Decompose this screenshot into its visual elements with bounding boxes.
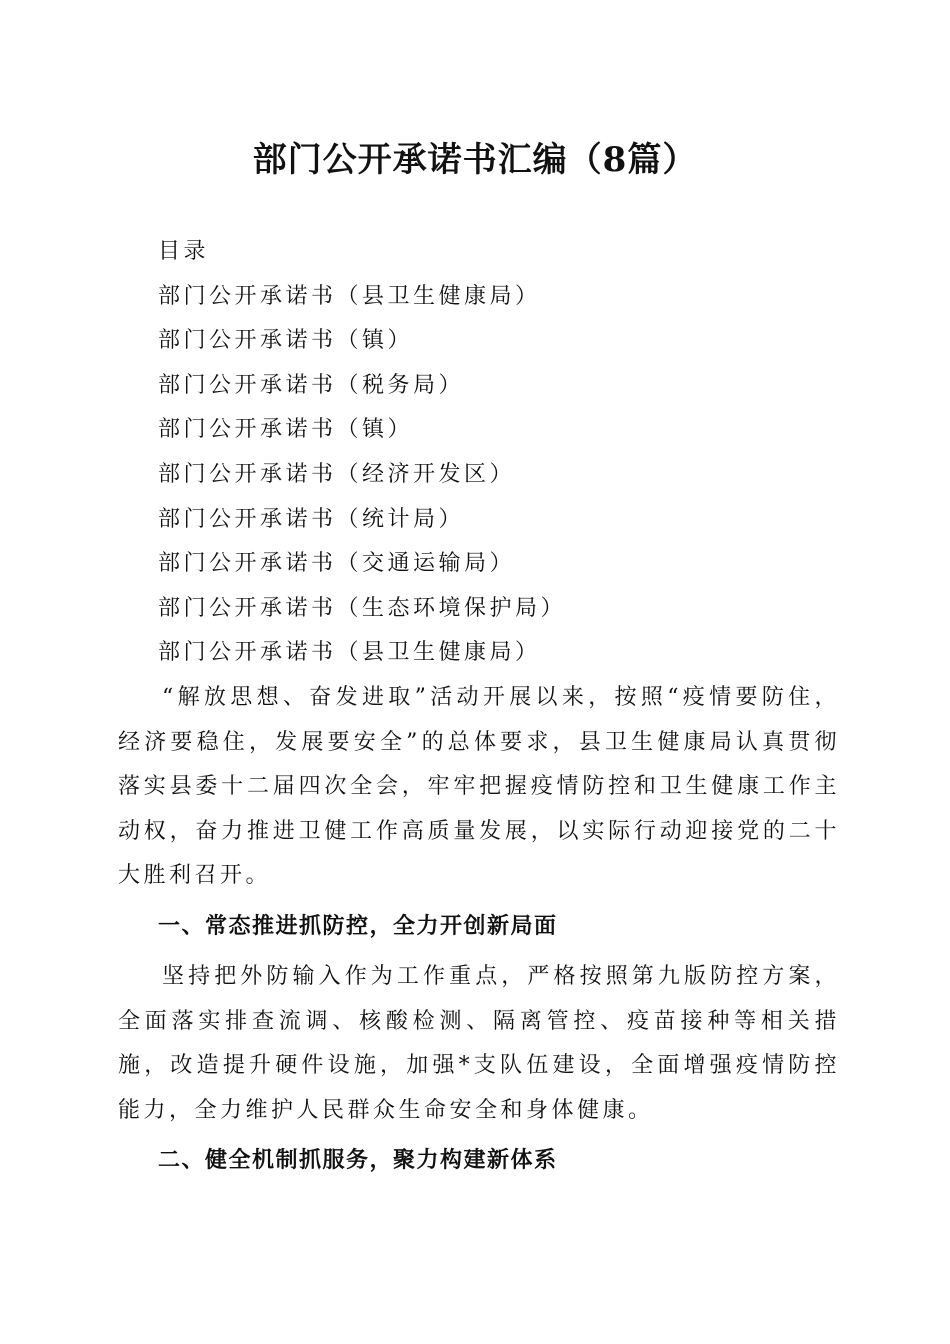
table-of-contents [158,230,858,676]
toc-item: 部门公开承诺书（经济开发区） [158,461,516,487]
section-1-paragraph: 坚持把外防输入作为工作重点，严格按照第九版防控方案，全面落实排查流调、核酸检测、隔离管控、疫苗接种等相关措施，改造提升硬件设施，加强*支队伍建设，全面增强疫情防控能力，全力维护人民群众生命安全和身体健康。 [118,963,840,1123]
toc-item: 部门公开承诺书（县卫生健康局） [158,640,541,666]
section-1-heading: 一、常态推进抓防控，全力开创新局面 [158,913,558,939]
intro-paragraph: “解放思想、奋发进取”活动开展以来，按照“疫情要防住，经济要稳住，发展要安全”的总体要求，县卫生健康局认真贯彻落实县委十二届四次全会，牢牢把握疫情防控和卫生健康工作主动权，奋力推进卫健工作高质量发展，以实际行动迎接党的二十大胜利召开。 [118,685,840,889]
section-2-heading: 二、健全机制抓服务，聚力构建新体系 [158,1148,558,1174]
document-title: 部门公开承诺书汇编（8篇） [252,140,698,180]
toc-item: 部门公开承诺书（税务局） [158,372,465,398]
toc-item: 部门公开承诺书（镇） [158,328,414,354]
toc-item: 部门公开承诺书（统计局） [158,506,465,532]
toc-item: 部门公开承诺书（镇） [158,417,414,443]
toc-item: 部门公开承诺书（交通运输局） [158,551,516,577]
toc-item: 部门公开承诺书（生态环境保护局） [158,595,567,621]
toc-heading: 目录 [158,239,210,264]
toc-item: 部门公开承诺书（县卫生健康局） [158,283,541,309]
document-body [118,676,840,1189]
